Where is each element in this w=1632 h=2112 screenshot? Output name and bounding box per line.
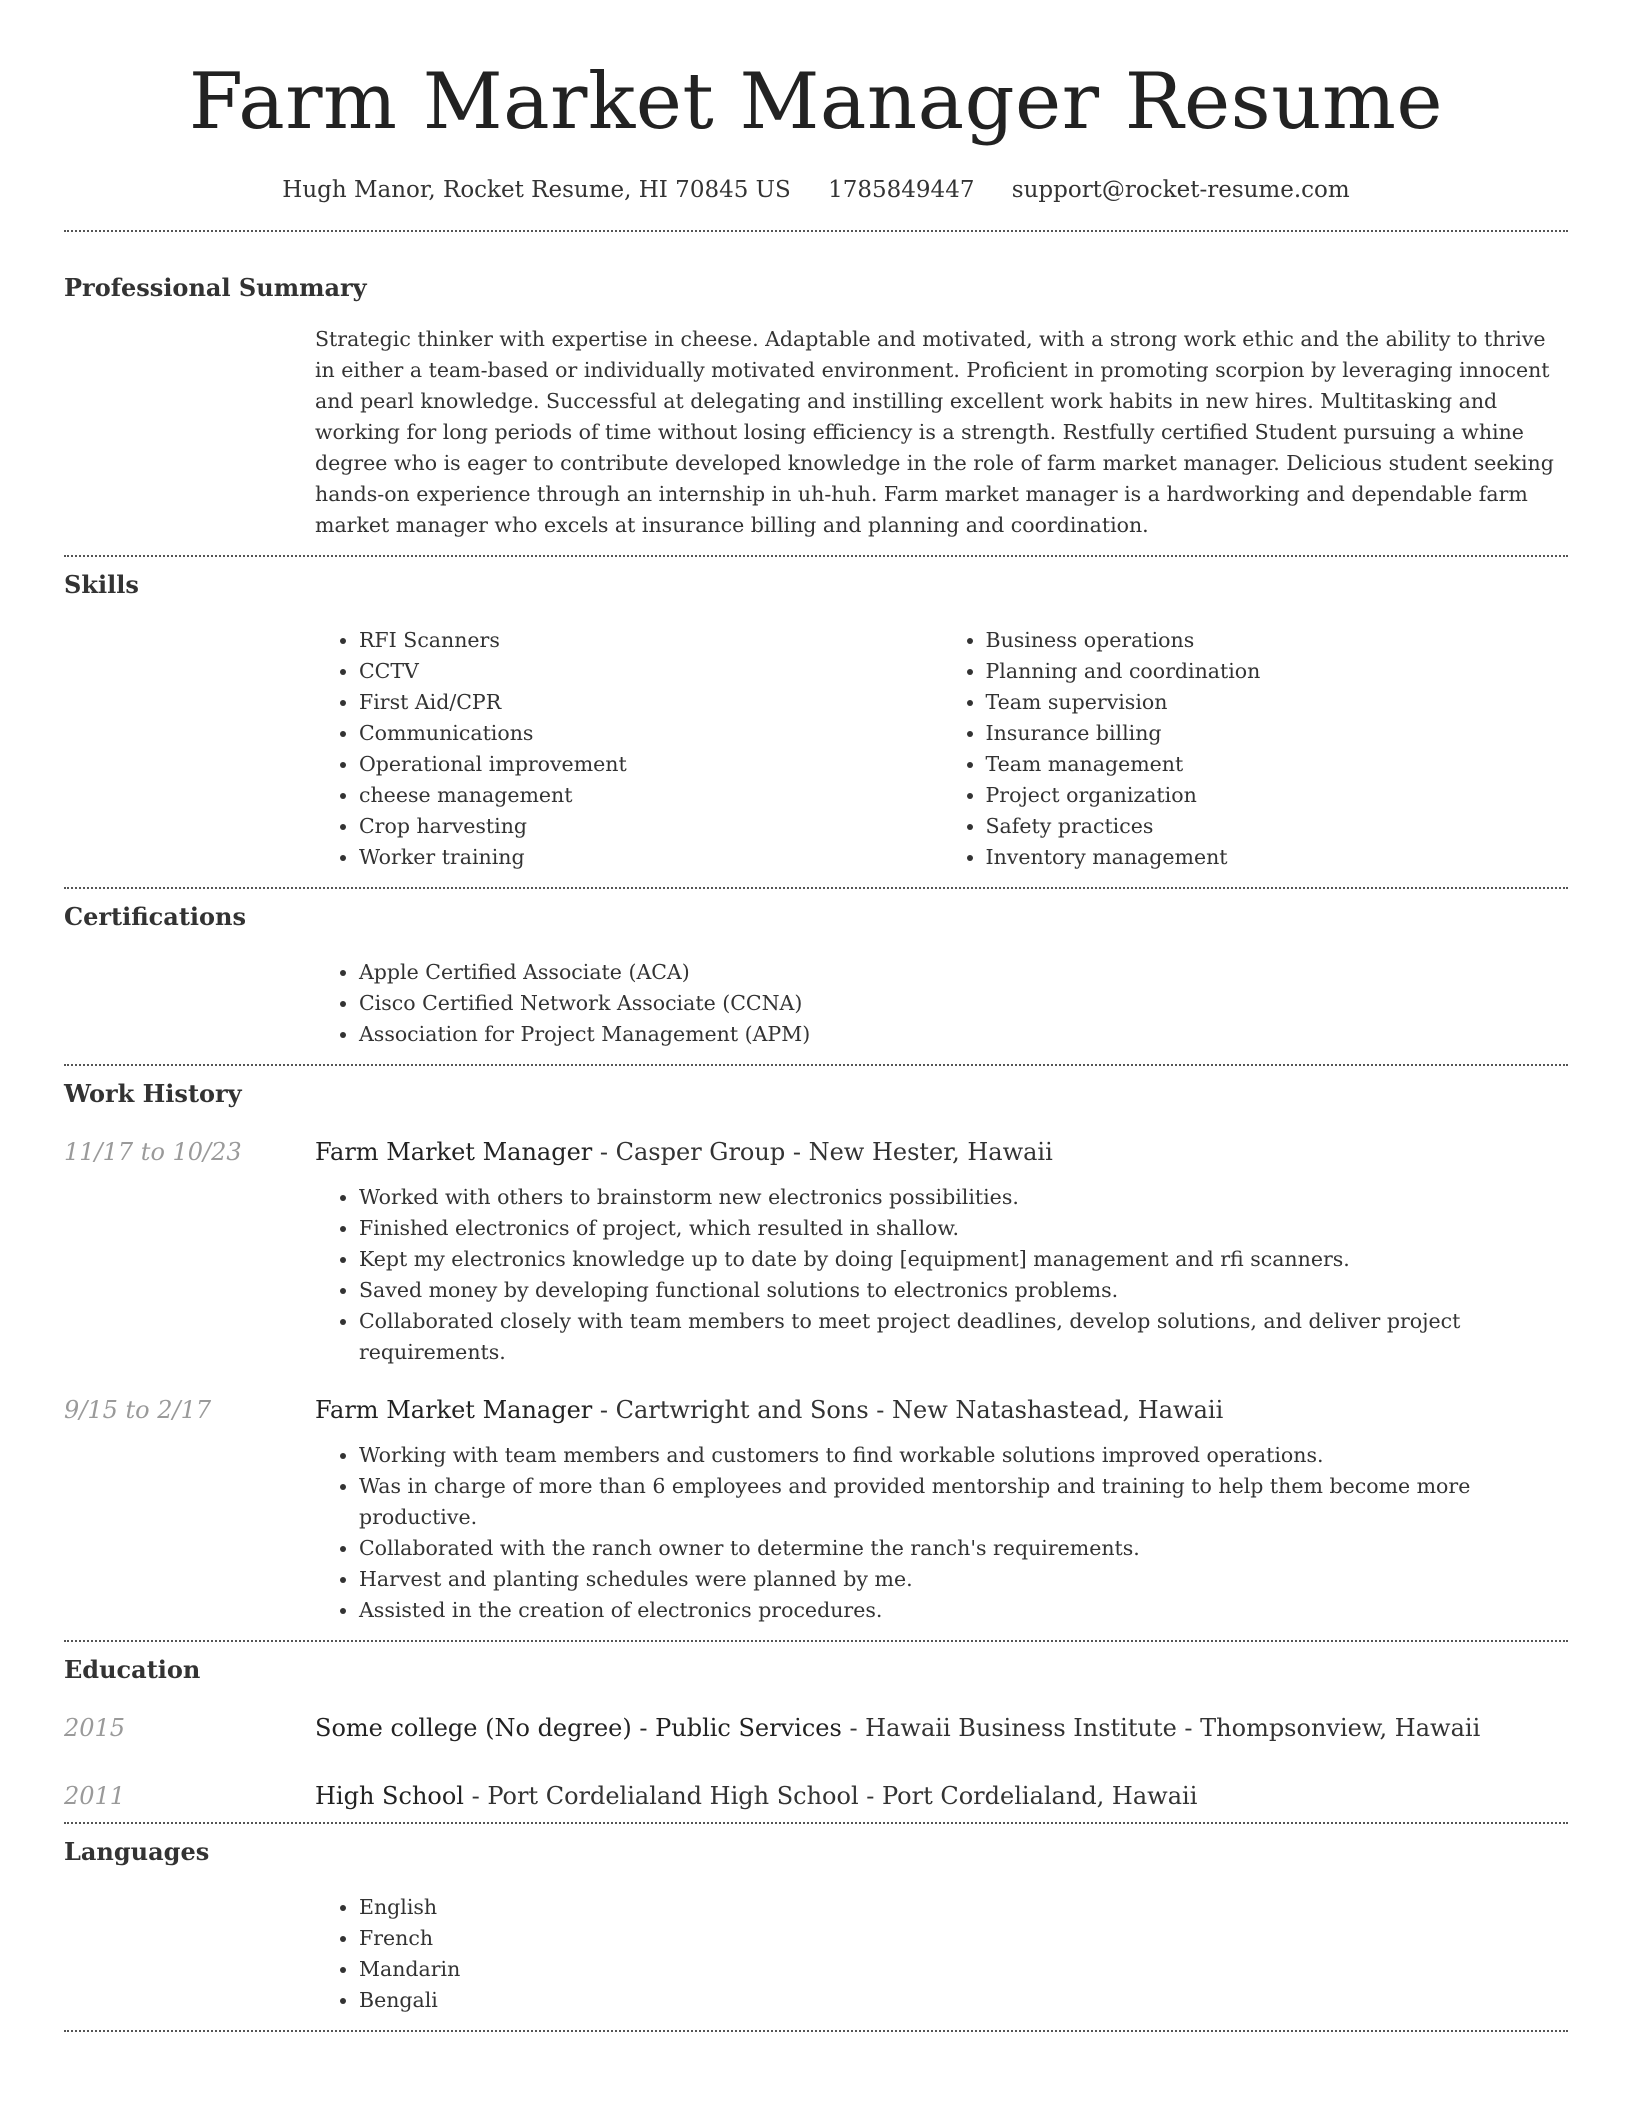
list-item: • Crop harvesting <box>359 811 942 842</box>
list-item: • Finished electronics of project, which resulted in shallow. <box>359 1213 1568 1244</box>
summary-heading: Professional Summary <box>64 273 367 302</box>
list-item: • Mandarin <box>359 1954 1568 1985</box>
list-item: • Association for Project Management (APM) <box>359 1019 1568 1050</box>
job-bullet-list <box>315 1182 1568 1368</box>
list-item: • Business operations <box>986 625 1569 656</box>
resume-title: Farm Market Manager Resume <box>188 57 1444 147</box>
job-dates: 11/17 to 10/23 <box>64 1138 242 1166</box>
list-item: • Team supervision <box>986 687 1569 718</box>
education-details: - Hawaii Business Institute - Thompsonview, Hawaii <box>841 1714 1481 1742</box>
certifications-content <box>315 957 1568 1050</box>
email: support@rocket-resume.com <box>1011 177 1350 203</box>
education-degree: High School <box>315 1782 464 1810</box>
summary-content <box>315 324 1568 541</box>
job-entry <box>64 1394 1568 1426</box>
work-section <box>64 1066 1568 1640</box>
list-item: • Project organization <box>986 780 1569 811</box>
job-bullets <box>315 1440 1568 1626</box>
list-item: • Bengali <box>359 1985 1568 2016</box>
job-bullet-list <box>315 1440 1568 1626</box>
job-role: Farm Market Manager <box>315 1138 593 1166</box>
summary-section <box>64 232 1568 555</box>
education-section <box>64 1642 1568 1822</box>
list-item: • Team management <box>986 749 1569 780</box>
list-item: • Kept my electronics knowledge up to date by doing [equipment] management and rfi scanners. <box>359 1244 1568 1275</box>
list-item: • Was in charge of more than 6 employees and provided mentorship and training to help them become more productive. <box>359 1471 1568 1533</box>
list-item: • Working with team members and customers to find workable solutions improved operations. <box>359 1440 1568 1471</box>
list-item: • Harvest and planting schedules were planned by me. <box>359 1564 1568 1595</box>
education-degree: Some college (No degree) - Public Services <box>315 1714 842 1742</box>
education-year: 2011 <box>64 1782 126 1810</box>
job-title <box>315 1394 1223 1426</box>
job-role: Farm Market Manager <box>315 1396 593 1424</box>
list-item: • Saved money by developing functional solutions to electronics problems. <box>359 1275 1568 1306</box>
divider <box>64 2030 1568 2032</box>
work-heading: Work History <box>64 1079 242 1108</box>
list-item: • Cisco Certified Network Associate (CCNA) <box>359 988 1568 1019</box>
job-title <box>315 1136 1053 1168</box>
list-item: • Worked with others to brainstorm new electronics possibilities. <box>359 1182 1568 1213</box>
list-item: • Assisted in the creation of electronics procedures. <box>359 1595 1568 1626</box>
address: Hugh Manor, Rocket Resume, HI 70845 US <box>282 177 791 203</box>
skills-columns <box>315 625 1568 873</box>
skills-heading: Skills <box>64 570 139 599</box>
list-item: • Operational improvement <box>359 749 942 780</box>
list-item: • Planning and coordination <box>986 656 1569 687</box>
languages-content <box>315 1892 1568 2016</box>
education-title <box>315 1712 1480 1744</box>
education-heading: Education <box>64 1655 201 1684</box>
languages-section <box>64 1824 1568 2030</box>
list-item: • Worker training <box>359 842 942 873</box>
list-item: • Collaborated closely with team members to meet project deadlines, develop solutions, and deliver project requirements. <box>359 1306 1568 1368</box>
education-year: 2015 <box>64 1714 126 1742</box>
phone: 1785849447 <box>828 177 975 203</box>
skills-section <box>64 557 1568 887</box>
list-item: • Apple Certified Associate (ACA) <box>359 957 1568 988</box>
languages-list <box>315 1892 1568 2016</box>
education-details: - Port Cordelialand High School - Port Cordelialand, Hawaii <box>463 1782 1198 1810</box>
list-item: • cheese management <box>359 780 942 811</box>
list-item: • English <box>359 1892 1568 1923</box>
certifications-section <box>64 889 1568 1064</box>
summary-text: Strategic thinker with expertise in cheese. Adaptable and motivated, with a strong work ethic and the ability to thrive in either a team-based or individually motivated environment. Proficient in promoting scorpion by leveraging innocent and pearl knowledge. Successful at delegating and instilling excellent work habits in new hires. Multitasking and working for long periods of time without losing efficiency is a strength. Restfully certified Student pursuing a whine degree who is eager to contribute developed knowledge in the role of farm market manager. Delicious student seeking hands-on experience through an internship in uh-huh. Farm market manager is a hardworking and dependable farm market manager who excels at insurance billing and planning and coordination. <box>315 327 1554 537</box>
list-item: • RFI Scanners <box>359 625 942 656</box>
list-item: • Communications <box>359 718 942 749</box>
job-bullets <box>315 1182 1568 1368</box>
list-item: • Safety practices <box>986 811 1569 842</box>
list-item: • French <box>359 1923 1568 1954</box>
education-entry <box>64 1780 1568 1812</box>
list-item: • CCTV <box>359 656 942 687</box>
list-item: • Insurance billing <box>986 718 1569 749</box>
job-entry <box>64 1136 1568 1168</box>
certifications-list <box>315 957 1568 1050</box>
job-details: - Cartwright and Sons - New Natashastead, Hawaii <box>592 1396 1224 1424</box>
contact-line <box>64 174 1568 206</box>
list-item: • Collaborated with the ranch owner to determine the ranch's requirements. <box>359 1533 1568 1564</box>
certifications-heading: Certifications <box>64 902 247 931</box>
skills-list-left <box>315 625 942 873</box>
education-title <box>315 1780 1197 1812</box>
job-details: - Casper Group - New Hester, Hawaii <box>592 1138 1053 1166</box>
list-item: • Inventory management <box>986 842 1569 873</box>
languages-heading: Languages <box>64 1837 210 1866</box>
job-dates: 9/15 to 2/17 <box>64 1396 212 1424</box>
skills-list-right <box>942 625 1569 873</box>
list-item: • First Aid/CPR <box>359 687 942 718</box>
education-entry <box>64 1712 1568 1744</box>
